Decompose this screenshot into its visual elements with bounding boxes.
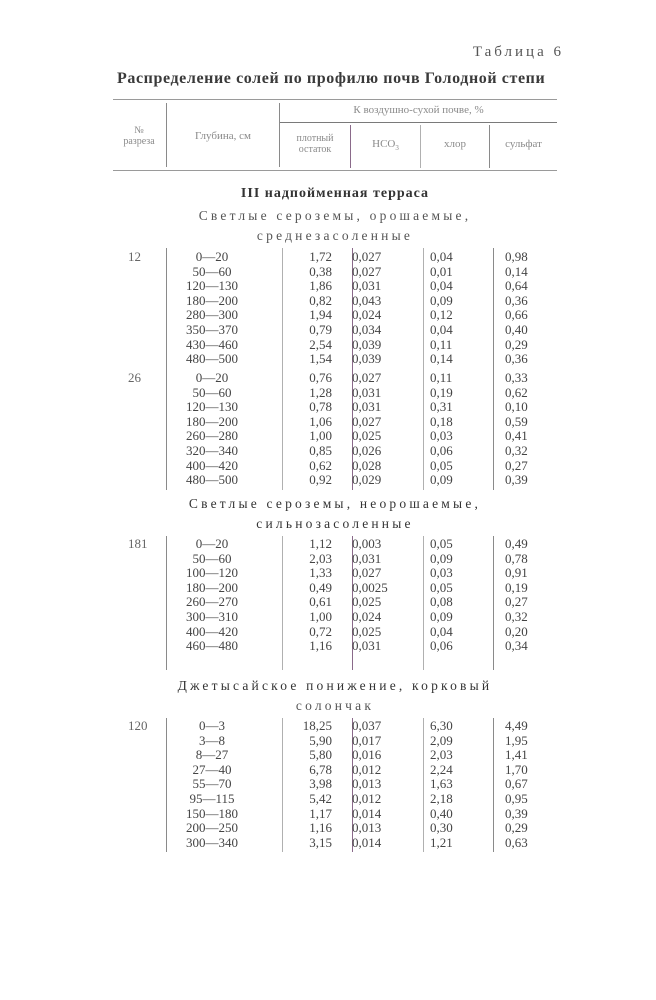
dry-residue-cell: 1,28 [309,384,332,400]
chlorine-cell: 1,21 [430,834,453,850]
chlorine-cell: 0,03 [430,428,453,444]
sulfate-cell: 0,40 [505,322,528,337]
section-id: 181 [128,536,148,551]
chlorine-cell: 0,11 [430,370,453,385]
dry-residue-cell: 0,62 [309,457,332,473]
chlorine-cell: 0,30 [430,820,453,836]
hco3-cell: 0,027 [352,263,382,279]
table-row [0,610,656,625]
table-row [0,473,656,488]
table-row [0,581,656,596]
hco3-cell: 0,027 [352,370,382,385]
col-header-chlorine: хлор [444,138,466,150]
hco3-cell: 0,028 [352,457,382,473]
table-row [0,352,656,367]
table-row [0,371,656,386]
hco3-cell: 0,013 [352,776,382,792]
table-label: Таблица 6 [472,44,564,60]
hco3-cell: 0,012 [352,761,382,777]
section-id: 120 [128,718,148,733]
depth-cell: 180—200 [186,292,238,308]
sulfate-cell: 0,49 [505,536,528,551]
table-row [0,537,656,552]
depth-cell: 200—250 [186,820,238,836]
depth-cell: 180—200 [186,579,238,595]
hco3-cell: 0,031 [352,399,382,415]
chlorine-cell: 0,05 [430,536,453,551]
depth-cell: 320—340 [186,443,238,458]
dry-residue-cell: 0,82 [309,292,332,308]
dry-residue-cell: 5,90 [309,732,332,748]
depth-cell: 480—500 [186,472,238,488]
hco3-cell: 0,027 [352,249,382,264]
dry-residue-cell: 0,61 [309,594,332,610]
depth-cell: 300—310 [186,609,238,624]
group-2-title-line1: Светлые сероземы, неорошаемые, [188,496,482,511]
depth-cell: 50—60 [192,550,232,566]
table-row [0,552,656,567]
table-row [0,625,656,640]
col-header-section-no-line2: разреза [123,136,155,147]
group-header-air-dry: К воздушно-сухой почве, % [353,104,484,116]
hco3-cell: 0,026 [352,443,382,458]
table-row [0,595,656,610]
table-row [0,807,656,822]
sulfate-cell: 0,27 [505,457,528,473]
sulfate-cell: 0,78 [505,550,528,566]
dry-residue-cell: 0,78 [309,399,332,415]
depth-cell: 55—70 [192,776,232,792]
table-row [0,415,656,430]
dry-residue-cell: 0,38 [309,263,332,279]
hco3-cell: 0,031 [352,384,382,400]
dry-residue-cell: 1,17 [309,805,332,821]
table-row [0,763,656,778]
chlorine-cell: 0,09 [430,292,453,308]
sulfate-cell: 0,19 [505,579,528,595]
table-row [0,265,656,280]
dry-residue-cell: 6,78 [309,761,332,777]
dry-residue-cell: 5,42 [309,791,332,806]
hco3-cell: 0,031 [352,278,382,294]
chlorine-cell: 0,12 [430,307,453,323]
dry-residue-cell: 0,92 [309,472,332,488]
col-header-hco3 [351,139,420,154]
chlorine-cell: 0,04 [430,623,453,639]
table-row [0,294,656,309]
dry-residue-cell: 1,72 [309,249,332,264]
depth-cell: 260—270 [186,594,238,610]
depth-cell: 120—130 [186,399,238,415]
table-row [0,250,656,265]
group-3-title-line1: Джетысайское понижение, корковый [177,678,493,693]
depth-cell: 50—60 [192,263,232,279]
col-header-depth: Глубина, см [195,130,251,142]
hco3-cell: 0,017 [352,732,382,748]
depth-cell: 0—20 [195,536,229,551]
hco3-cell: 0,0025 [352,579,388,595]
sulfate-cell: 0,39 [505,472,528,488]
table-row [0,386,656,401]
hco3-cell: 0,043 [352,292,382,308]
table-row [0,566,656,581]
table-row [0,734,656,749]
chlorine-cell: 0,04 [430,322,453,337]
sulfate-cell: 0,39 [505,805,528,821]
header-bottom-rule [113,170,557,171]
depth-cell: 0—3 [199,718,225,733]
chlorine-cell: 0,04 [430,249,453,264]
hco3-cell: 0,037 [352,718,382,733]
table-row [0,308,656,323]
sulfate-cell: 4,49 [505,718,528,733]
dry-residue-cell: 2,03 [309,550,332,566]
section-id: 26 [128,370,141,385]
sulfate-cell: 0,98 [505,249,528,264]
sulfate-cell: 0,29 [505,820,528,836]
chlorine-cell: 0,05 [430,457,453,473]
depth-cell: 100—120 [186,565,238,581]
hco3-cell: 0,003 [352,536,382,551]
table-row [0,444,656,459]
sulfate-cell: 0,64 [505,278,528,294]
table-row [0,429,656,444]
sulfate-cell: 0,14 [505,263,528,279]
hco3-cell: 0,016 [352,747,382,763]
hco3-cell: 0,025 [352,594,382,610]
depth-cell: 400—420 [186,457,238,473]
dry-residue-cell: 1,54 [309,351,332,367]
section-id: 12 [128,249,141,264]
sulfate-cell: 0,67 [505,776,528,792]
hco3-cell: 0,024 [352,307,382,323]
dry-residue-cell: 2,54 [309,336,332,352]
dry-residue-cell: 1,16 [309,820,332,836]
group-2-title-line2: сильнозасоленные [256,516,414,531]
header-top-rule [113,99,557,100]
hco3-cell: 0,025 [352,623,382,639]
chlorine-cell: 0,05 [430,579,453,595]
table-row [0,639,656,654]
terrace-title: III надпойменная терраса [240,186,430,201]
hco3-cell: 0,024 [352,609,382,624]
sulfate-cell: 0,62 [505,384,528,400]
table-row [0,719,656,734]
table-row [0,338,656,353]
chlorine-cell: 0,06 [430,443,453,458]
depth-cell: 260—280 [186,428,238,444]
depth-cell: 8—27 [195,747,229,763]
hco3-cell: 0,014 [352,834,382,850]
sulfate-cell: 0,59 [505,413,528,429]
hco3-cell: 0,039 [352,351,382,367]
table-row [0,748,656,763]
table-row [0,279,656,294]
sulfate-cell: 0,27 [505,594,528,610]
sulfate-cell: 0,36 [505,351,528,367]
chlorine-cell: 0,18 [430,413,453,429]
table-row [0,400,656,415]
sulfate-cell: 0,33 [505,370,528,385]
chlorine-cell: 0,19 [430,384,453,400]
sulfate-cell: 0,32 [505,609,528,624]
sulfate-cell: 1,41 [505,747,528,763]
dry-residue-cell: 1,06 [309,413,332,429]
table-row [0,323,656,338]
depth-cell: 120—130 [186,278,238,294]
hco3-cell: 0,025 [352,428,382,444]
dry-residue-cell: 1,86 [309,278,332,294]
chlorine-cell: 2,24 [430,761,453,777]
dry-residue-cell: 1,16 [309,638,332,654]
chlorine-cell: 2,18 [430,791,453,806]
depth-cell: 0—20 [195,249,229,264]
group-1-title-line1: Светлые сероземы, орошаемые, [198,208,472,223]
hco3-cell: 0,029 [352,472,382,488]
chlorine-cell: 0,40 [430,805,453,821]
sulfate-cell: 0,66 [505,307,528,323]
chlorine-cell: 0,04 [430,278,453,294]
dry-residue-cell: 0,76 [309,370,332,385]
col-header-dry-residue-line2: остаток [298,144,332,155]
col-header-dry-residue-line1: плотный [296,133,334,144]
depth-cell: 3—8 [199,732,225,748]
col-header-dry-residue [280,133,350,155]
hco3-cell: 0,014 [352,805,382,821]
col-header-section-no [113,125,165,147]
col-header-hco3-subscript: 3 [395,144,399,153]
dry-residue-cell: 1,33 [309,565,332,581]
chlorine-cell: 0,09 [430,472,453,488]
table-row [0,836,656,851]
hco3-cell: 0,013 [352,820,382,836]
chlorine-cell: 0,09 [430,550,453,566]
hco3-cell: 0,027 [352,565,382,581]
depth-cell: 150—180 [186,805,238,821]
sulfate-cell: 0,34 [505,638,528,654]
sulfate-cell: 0,63 [505,834,528,850]
sulfate-cell: 0,20 [505,623,528,639]
group-3-title-line2: солончак [295,698,375,713]
depth-cell: 480—500 [186,351,238,367]
hco3-cell: 0,012 [352,791,382,806]
hco3-cell: 0,031 [352,638,382,654]
depth-cell: 180—200 [186,413,238,429]
sulfate-cell: 0,95 [505,791,528,806]
dry-residue-cell: 0,49 [309,579,332,595]
sulfate-cell: 1,95 [505,732,528,748]
group-1-title-line2: среднезасоленные [256,228,414,243]
table-caption: Распределение солей по профилю почв Голодной степи [117,70,546,87]
hco3-cell: 0,027 [352,413,382,429]
depth-cell: 95—115 [189,791,235,806]
depth-cell: 50—60 [192,384,232,400]
chlorine-cell: 0,01 [430,263,453,279]
table-row [0,792,656,807]
chlorine-cell: 2,09 [430,732,453,748]
depth-cell: 400—420 [186,623,238,639]
hco3-cell: 0,031 [352,550,382,566]
depth-cell: 430—460 [186,336,238,352]
chlorine-cell: 0,11 [430,336,453,352]
dry-residue-cell: 1,00 [309,428,332,444]
depth-cell: 27—40 [192,761,232,777]
table-row [0,821,656,836]
dry-residue-cell: 1,12 [309,536,332,551]
chlorine-cell: 1,63 [430,776,453,792]
table-row [0,777,656,792]
chlorine-cell: 0,08 [430,594,453,610]
depth-cell: 0—20 [195,370,229,385]
chlorine-cell: 0,31 [430,399,453,415]
col-header-sulfate: сульфат [505,138,542,150]
depth-cell: 280—300 [186,307,238,323]
dry-residue-cell: 1,00 [309,609,332,624]
hco3-cell: 0,039 [352,336,382,352]
table-row [0,459,656,474]
chlorine-cell: 2,03 [430,747,453,763]
sulfate-cell: 0,32 [505,443,528,458]
dry-residue-cell: 0,72 [309,623,332,639]
col-header-section-no-line1: № [134,125,144,136]
chlorine-cell: 0,03 [430,565,453,581]
dry-residue-cell: 1,94 [309,307,332,323]
sulfate-cell: 0,10 [505,399,528,415]
col-header-hco3-text: HCO [372,138,396,150]
sulfate-cell: 0,41 [505,428,528,444]
dry-residue-cell: 3,98 [309,776,332,792]
dry-residue-cell: 0,79 [309,322,332,337]
sulfate-cell: 0,36 [505,292,528,308]
depth-cell: 300—340 [186,834,238,850]
dry-residue-cell: 3,15 [309,834,332,850]
chlorine-cell: 6,30 [430,718,453,733]
chlorine-cell: 0,09 [430,609,453,624]
sulfate-cell: 0,29 [505,336,528,352]
chlorine-cell: 0,06 [430,638,453,654]
sulfate-cell: 0,91 [505,565,528,581]
dry-residue-cell: 0,85 [309,443,332,458]
depth-cell: 460—480 [186,638,238,654]
sulfate-cell: 1,70 [505,761,528,777]
chlorine-cell: 0,14 [430,351,453,367]
depth-cell: 350—370 [186,322,238,337]
hco3-cell: 0,034 [352,322,382,337]
dry-residue-cell: 5,80 [309,747,332,763]
dry-residue-cell: 18,25 [302,718,332,733]
group-header-rule [280,122,557,123]
